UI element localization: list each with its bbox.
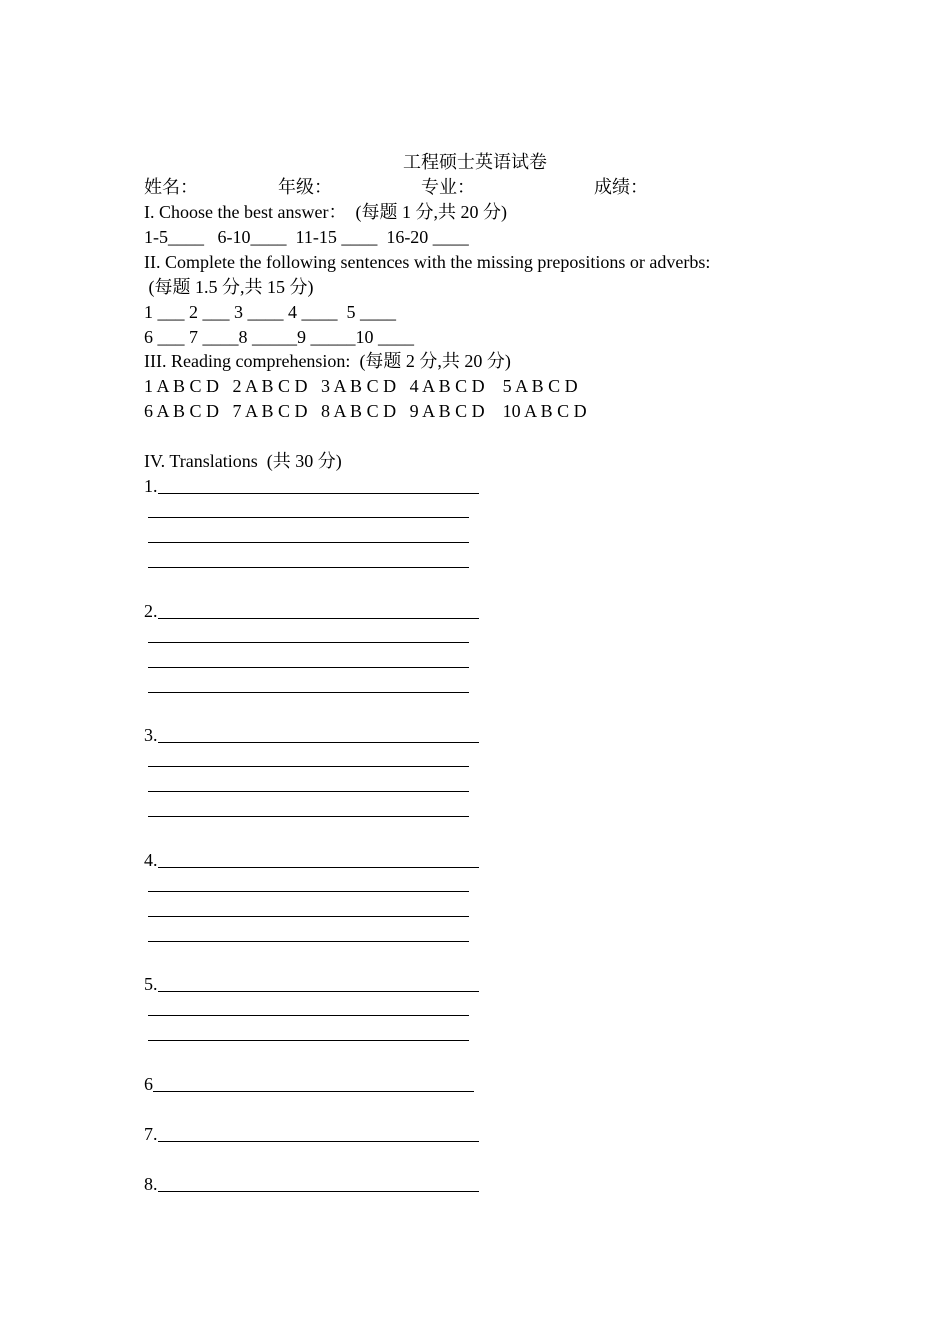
translation-4-line[interactable]	[148, 891, 469, 892]
section2-answer-row-1: 1 ___ 2 ___ 3 ____ 4 ____ 5 ____	[144, 302, 396, 322]
translation-8-label: 8.	[144, 1174, 158, 1194]
translation-8-line[interactable]	[158, 1191, 479, 1192]
translation-5-label: 5.	[144, 974, 158, 994]
section3-answer-row-2: 6 A B C D 7 A B C D 8 A B C D 9 A B C D 10 A B C D	[144, 401, 587, 421]
translation-3-line[interactable]	[148, 791, 469, 792]
translation-6-line[interactable]	[153, 1091, 474, 1092]
translation-2-line[interactable]	[148, 692, 469, 693]
major-field-label: 专业：	[421, 177, 475, 197]
section2-points: (每题 1.5 分,共 15 分)	[144, 277, 314, 297]
name-field-label: 姓名：	[144, 177, 198, 197]
translation-4-line[interactable]	[158, 867, 479, 868]
translation-1-line[interactable]	[148, 542, 469, 543]
page-title: 工程硕士英语试卷	[403, 152, 547, 172]
translation-2-line[interactable]	[158, 618, 479, 619]
translation-4-label: 4.	[144, 850, 158, 870]
section1-heading: I. Choose the best answer： (每题 1 分,共 20 分)	[144, 202, 507, 222]
section2-answer-row-2: 6 ___ 7 ____8 _____9 _____10 ____	[144, 327, 414, 347]
section3-answer-row-1: 1 A B C D 2 A B C D 3 A B C D 4 A B C D 5 A B C D	[144, 376, 578, 396]
translation-7-label: 7.	[144, 1124, 158, 1144]
translation-2-label: 2.	[144, 601, 158, 621]
score-field-label: 成绩：	[594, 177, 648, 197]
translation-3-line[interactable]	[148, 816, 469, 817]
translation-2-line[interactable]	[148, 667, 469, 668]
translation-5-line[interactable]	[158, 991, 479, 992]
translation-5-line[interactable]	[148, 1015, 469, 1016]
grade-field-label: 年级：	[278, 177, 332, 197]
translation-4-line[interactable]	[148, 941, 469, 942]
section2-heading: II. Complete the following sentences with the missing prepositions or adverbs:	[144, 252, 711, 272]
translation-6-label: 6	[144, 1074, 153, 1094]
translation-5-line[interactable]	[148, 1040, 469, 1041]
translation-1-label: 1.	[144, 476, 158, 496]
translation-1-line[interactable]	[148, 517, 469, 518]
translation-3-label: 3.	[144, 725, 158, 745]
translation-2-line[interactable]	[148, 642, 469, 643]
section4-heading: IV. Translations (共 30 分)	[144, 451, 342, 471]
translation-1-line[interactable]	[148, 567, 469, 568]
section3-heading: III. Reading comprehension: (每题 2 分,共 20 分)	[144, 351, 511, 371]
translation-7-line[interactable]	[158, 1141, 479, 1142]
translation-3-line[interactable]	[158, 742, 479, 743]
translation-4-line[interactable]	[148, 916, 469, 917]
translation-1-line[interactable]	[158, 493, 479, 494]
translation-3-line[interactable]	[148, 766, 469, 767]
section1-answer-line: 1-5____ 6-10____ 11-15 ____ 16-20 ____	[144, 227, 469, 247]
